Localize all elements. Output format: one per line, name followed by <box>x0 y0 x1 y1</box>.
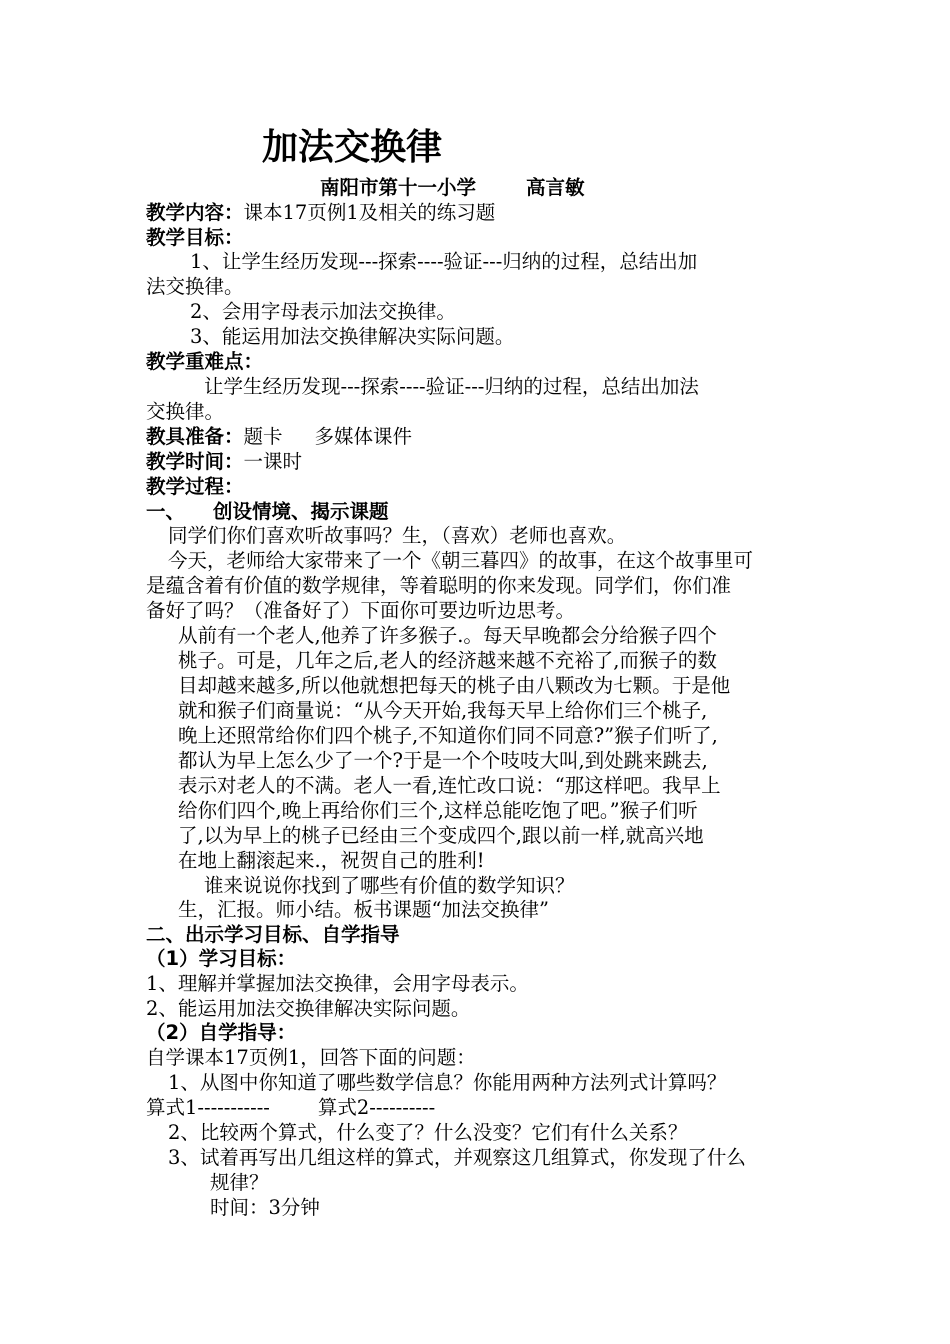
guide-question-3-line-1: 3、试着再写出几组这样的算式，并观察这几组算式，你发现了什么 <box>168 1146 746 1169</box>
story-line: 从前有一个老人,他养了许多猴子.。每天早晚都会分给猴子四个 <box>178 624 717 647</box>
time-line <box>146 450 302 474</box>
duration: 时间：3分钟 <box>210 1196 320 1219</box>
section-1-p2-line-3: 备好了吗？（准备好了）下面你可要边听边思考。 <box>146 599 576 622</box>
tools-item-1: 题卡 <box>243 425 283 448</box>
formula-line <box>146 1096 435 1120</box>
tools-label: 教具准备： <box>146 425 244 448</box>
objective-2: 2、能运用加法交换律解决实际问题。 <box>146 997 471 1020</box>
school-name: 南阳市第十一小学 <box>320 176 477 199</box>
story-line: 给你们四个,晚上再给你们三个,这样总能吃饱了吧。”猴子们听 <box>178 799 698 822</box>
story-line: 桃子。可是，几年之后,老人的经济越来越不充裕了,而猴子的数 <box>178 649 717 672</box>
goal-2: 2、会用字母表示加法交换律。 <box>190 300 456 323</box>
objective-1: 1、理解并掌握加法交换律，会用字母表示。 <box>146 972 529 995</box>
content-line <box>146 201 495 225</box>
story-line: 都认为早上怎么少了一个?于是一个个吱吱大叫,到处跳来跳去, <box>178 749 708 772</box>
section-1-p2-line-1: 今天，老师给大家带来了一个《朝三暮四》的故事，在这个故事里可 <box>168 549 754 572</box>
guide-intro: 自学课本17页例1，回答下面的问题： <box>146 1046 476 1069</box>
section-1-number: 一、 <box>146 500 186 523</box>
story-line: 就和猴子们商量说：“从今天开始,我每天早上给你们三个桃子, <box>178 699 708 722</box>
guide-question-3-line-2: 规律？ <box>210 1171 269 1194</box>
section-1-p2-line-2: 是蕴含着有价值的数学规律，等着聪明的你来发现。同学们，你们准 <box>146 574 732 597</box>
formula-1: 算式1----------- <box>146 1096 270 1119</box>
tools-item-2: 多媒体课件 <box>314 425 413 448</box>
key-points-line-1: 让学生经历发现---探索----验证---归纳的过程，总结出加法 <box>204 375 699 398</box>
tools-line <box>146 425 412 449</box>
key-points-label: 教学重难点： <box>146 350 264 373</box>
content-label: 教学内容： <box>146 201 244 224</box>
story-line: 晚上还照常给你们四个桃子,不知道你们同不同意?”猴子们听了, <box>178 724 718 747</box>
section-1-question: 谁来说说你找到了哪些有价值的数学知识？ <box>204 874 575 897</box>
process-label: 教学过程： <box>146 475 244 498</box>
time-label: 教学时间： <box>146 450 244 473</box>
story-line: 表示对老人的不满。老人一看,连忙改口说：“那这样吧。我早上 <box>178 774 721 797</box>
author-line <box>320 176 585 200</box>
story-line: 了,以为早上的桃子已经由三个变成四个,跟以前一样,就高兴地 <box>178 824 704 847</box>
guide-question-2: 2、比较两个算式，什么变了？什么没变？它们有什么关系？ <box>168 1121 688 1144</box>
goal-3: 3、能运用加法交换律解决实际问题。 <box>190 325 515 348</box>
section-1-p1: 同学们你们喜欢听故事吗？生，（喜欢）老师也喜欢。 <box>168 524 627 547</box>
section-1-summary: 生，汇报。师小结。板书课题“加法交换律” <box>178 898 549 921</box>
guide-label: （2）自学指导： <box>146 1021 297 1044</box>
section-1-title: 创设情境、揭示课题 <box>213 500 389 523</box>
objectives-label: （1）学习目标： <box>146 947 297 970</box>
goals-label: 教学目标： <box>146 226 244 249</box>
guide-question-1: 1、从图中你知道了哪些数学信息？你能用两种方法列式计算吗？ <box>168 1071 727 1094</box>
story-line: 目却越来越多,所以他就想把每天的桃子由八颗改为七颗。于是他 <box>178 674 731 697</box>
page-title: 加法交换律 <box>262 127 443 168</box>
author-name: 高言敏 <box>526 176 585 199</box>
formula-2: 算式2---------- <box>317 1096 436 1119</box>
section-1-heading <box>146 500 389 524</box>
goal-1-line-2: 法交换律。 <box>146 275 244 298</box>
content-text: 课本17页例1及相关的练习题 <box>243 201 496 224</box>
time-text: 一课时 <box>243 450 303 473</box>
story-line: 在地上翻滚起来.，祝贺自己的胜利! <box>178 849 485 872</box>
key-points-line-2: 交换律。 <box>146 400 225 423</box>
section-2-heading: 二、出示学习目标、自学指导 <box>146 923 400 946</box>
goal-1-line-1: 1、让学生经历发现---探索----验证---归纳的过程，总结出加 <box>190 250 698 273</box>
